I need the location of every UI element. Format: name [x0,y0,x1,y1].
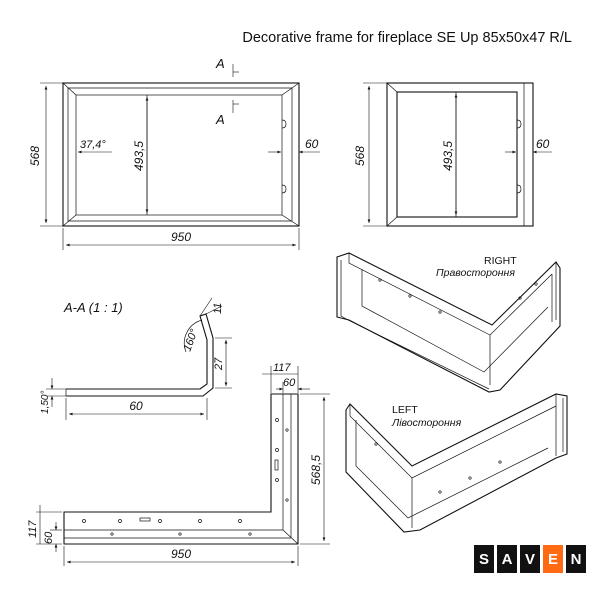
back-height-label: 568 [353,145,367,167]
plan-view [27,362,330,566]
logo-letter-s: S [474,545,494,573]
section-flange-label: 11 [212,302,224,314]
section-thickness-label: 1,50° [40,390,51,414]
plan-top-inner-label: 60 [283,377,296,389]
saven-logo [474,545,589,573]
plan-width-label: 950 [170,547,192,561]
plan-height-label: 568,5 [309,454,323,486]
back-inner-height-label: 493,5 [441,140,455,172]
section-angle-label: 160° [181,327,201,354]
iso-left-label: LEFT [392,404,418,416]
section-height-label: 27 [213,357,225,370]
iso-left-label-local: Лівостороння [392,417,462,429]
iso-left-view [346,394,567,532]
front-offset-label: 37,4° [80,139,106,151]
plan-left-inner-label: 60 [43,531,55,544]
front-height-label: 568 [28,145,42,167]
plan-top-width-label: 117 [273,362,291,374]
back-side-width-label: 60 [536,137,550,151]
logo-letter-e: E [543,545,563,573]
logo-letter-v: V [520,545,540,573]
front-inner-height-label: 493,5 [132,140,146,172]
front-side-width-label: 60 [305,137,319,151]
section-label: A-A (1 : 1) [64,300,123,315]
section-depth-label: 60 [129,399,143,413]
front-view [28,56,320,250]
back-view [353,83,552,226]
front-width-label: 950 [170,230,192,244]
iso-right-view [337,253,560,392]
section-aa [40,298,232,420]
logo-letter-n: N [566,545,586,573]
section-mark-bottom: A [216,112,225,127]
iso-right-label-local: Правостороння [436,267,515,279]
section-mark-top: A [216,56,225,71]
logo-letter-a: A [497,545,517,573]
plan-left-outer-label: 117 [27,520,39,538]
drawing-title: Decorative frame for fireplace SE Up 85x50x47 R/L [242,30,572,46]
iso-right-label: RIGHT [484,255,517,267]
